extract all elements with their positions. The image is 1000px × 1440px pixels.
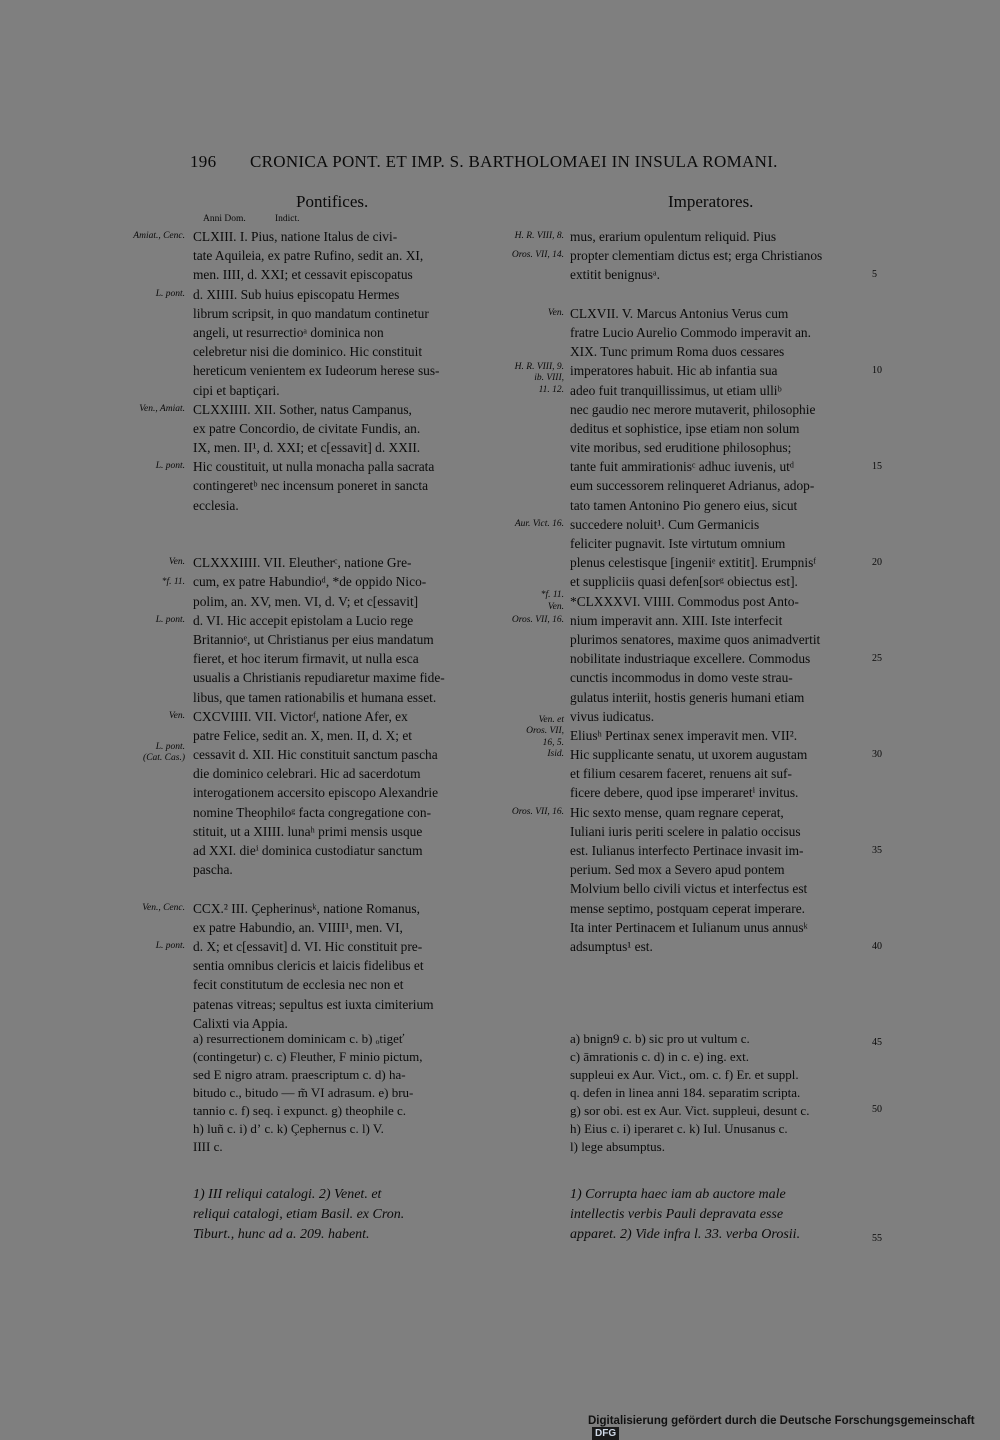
text-line: CCX.² III. Çepherinusᵏ, natione Romanus, <box>193 900 420 916</box>
text-line: Eliusʰ Pertinax senex imperavit men. VII². <box>570 727 798 743</box>
text-line: d. X; et c[essavit] d. VI. Hic constituit pre- <box>193 938 423 954</box>
text-line: mense septimo, postquam ceperat imperare. <box>570 900 805 916</box>
running-title: CRONICA PONT. ET IMP. S. BARTHOLOMAEI IN INSULA ROMANI. <box>250 152 778 171</box>
text-line: Hic supplicante senatu, ut uxorem augustam <box>570 747 808 763</box>
margin-source-note: Oros. VII, 16. <box>511 807 564 817</box>
text-line: nec gaudio nec merore mutaverit, philosophie <box>570 401 816 417</box>
text-line: interogationem accersito episcopo Alexandrie <box>193 785 439 801</box>
text-line: mus, erarium opulentum reliquid. Pius <box>570 229 777 244</box>
text-line <box>570 285 865 304</box>
text-line: plurimos senatores, maxime quos animadvertit <box>570 631 821 647</box>
text-line: XIX. Tunc primum Roma duos cessares <box>570 344 785 360</box>
note-line: suppleui ex Aur. Vict., om. c. f) Er. et suppl. <box>570 1067 799 1082</box>
text-line: extitit benignusᵃ. <box>570 267 660 283</box>
text-line: Hic sexto mense, quam regnare ceperat, <box>570 804 784 820</box>
dfg-logo: DFG <box>592 1427 619 1440</box>
text-line: tate Aquileia, ex patre Rufino, sedit an. XI, <box>193 248 424 264</box>
text-line: adeo fuit tranquillissimus, ut etiam ulliᵇ <box>570 382 782 398</box>
text-line: IX, men. II¹, d. XXI; et c[essavit] d. XXII. <box>193 440 421 456</box>
note-line: intellectis verbis Pauli depravata esse <box>570 1207 784 1222</box>
text-line: plenus celestisque [ingeniiᵉ extitit]. Erumpnisᶠ <box>570 555 817 571</box>
note-line: tannio c. f) seq. ỉ expunct. g) theophile c. <box>193 1103 406 1118</box>
margin-source-note: 16, 5. <box>542 737 564 748</box>
text-line: celebretur nisi die dominico. Hic constituit <box>193 344 423 360</box>
note-line: IIII c. <box>193 1139 223 1154</box>
variant-notes-right <box>570 1030 870 1156</box>
line-number: 35 <box>872 845 882 857</box>
margin-source-note: Ven., Cenc. <box>142 903 185 913</box>
text-line: feliciter pugnavit. Iste virtutum omnium <box>570 536 786 551</box>
text-line: Calixti via Appia. <box>193 1015 288 1031</box>
margin-source-note: Ven., Amiat. <box>139 403 185 414</box>
margin-source-note: Aur. Vict. 16. <box>514 519 564 529</box>
note-line: h) luñ c. i) dʼ c. k) Çephernus c. l) V. <box>193 1121 384 1136</box>
line-number: 45 <box>872 1037 882 1049</box>
text-line: et filium cesarem faceret, renuens ait suf- <box>570 766 792 782</box>
margin-source-note: L. pont. <box>155 941 185 952</box>
margin-source-note: Ven. <box>547 307 564 318</box>
text-line: die dominico celebrari. Hic ad sacerdotum <box>193 766 421 782</box>
text-line: patenas vitreas; sepultus est iuxta cimiterium <box>193 996 434 1012</box>
margin-source-note: Ven. <box>168 711 185 721</box>
footnotes-right <box>570 1185 870 1245</box>
text-line: est. Iulianus interfecto Pertinace invasit im- <box>570 843 804 858</box>
text-line: d. VI. Hic accepit epistolam a Lucio rege <box>193 612 414 628</box>
imperatores-column <box>570 227 865 956</box>
margin-source-note: *f. 11. <box>540 590 564 601</box>
note-line: h) Eius c. i) iperaret c. k) Iul. Unusanus c. <box>570 1121 788 1136</box>
text-line: polim, an. XV, men. VI, d. V; et c[essavit] <box>193 593 419 609</box>
text-line: imperatores habuit. Hic ab infantia sua <box>570 363 778 379</box>
text-line: CXCVIIII. VII. Victorᶠ, natione Afer, ex <box>193 708 408 724</box>
text-line: ficere debere, quod ipse imperaretⁱ invitus. <box>570 785 799 801</box>
text-line: cipi et baptiçari. <box>193 382 280 398</box>
text-line: propter clementiam dictus est; erga Christianos <box>570 248 823 264</box>
text-line: cessavit d. XII. Hic constituit sanctum pascha <box>193 747 438 763</box>
note-line: 1) III reliqui catalogi. 2) Venet. et <box>193 1187 382 1202</box>
text-line: Hic coustituit, ut nulla monacha palla sacrata <box>193 459 435 475</box>
text-line: tato tamen Antonino Pio genero eius, sicut <box>570 497 798 513</box>
text-line: Britannioᵉ, ut Christianus per eius mandatum <box>193 631 434 647</box>
margin-source-note: L. pont. <box>155 615 185 625</box>
anni-domini-label: Anni Dom. <box>203 214 246 224</box>
text-line: fratre Lucio Aurelio Commodo imperavit an. <box>570 324 811 340</box>
note-line: sed E nigro atram. praescriptum c. d) ha- <box>193 1067 406 1082</box>
text-line: et suppliciis quasi defen[sorᵍ obiectus est]. <box>570 574 798 590</box>
text-line: hereticum venientem ex Iudeorum herese sus- <box>193 363 440 379</box>
text-line: ecclesia. <box>193 497 239 513</box>
line-number: 15 <box>872 461 882 473</box>
text-line: ex patre Habundio, an. VIIII¹, men. VI, <box>193 919 403 935</box>
text-line: adsumptus¹ est. <box>570 938 653 954</box>
text-line: Molvium bello civili victus et interfectus est <box>570 881 808 897</box>
text-line: CLXVII. V. Marcus Antonius Verus cum <box>570 305 789 321</box>
text-line: men. IIII, d. XXI; et cessavit episcopatus <box>193 267 413 283</box>
note-line: g) sor obi. est ex Aur. Vict. suppleui, desunt c. <box>570 1103 810 1118</box>
text-line: libus, que tamen rationabilis et humana esset. <box>193 689 437 705</box>
text-line: *CLXXXVI. VIIII. Commodus post Anto- <box>570 593 799 609</box>
text-line: vivus iudicatus. <box>570 708 655 724</box>
text-line: nobilitate industriaque excellere. Commodus <box>570 651 811 667</box>
margin-source-note: Oros. VII, <box>526 726 564 737</box>
text-line: eum successorem relinqueret Adrianus, adop- <box>570 478 815 494</box>
text-line <box>193 515 488 534</box>
page-number: 196 <box>190 152 217 171</box>
note-line: 1) Corrupta haec iam ab auctore male <box>570 1187 786 1202</box>
text-line: nomine Theophiloᵍ facta congregatione con- <box>193 804 432 820</box>
text-line <box>193 534 488 553</box>
indictio-label: Indict. <box>275 214 300 224</box>
margin-source-note: ib. VIII, <box>534 373 564 384</box>
margin-source-note: Oros. VII, 14. <box>511 250 564 261</box>
text-line: CLXXXIIII. VII. Eleutherᶜ, natione Gre- <box>193 555 412 571</box>
text-line: Ita inter Pertinacem et Iulianum unus annusᵏ <box>570 919 808 935</box>
text-line <box>193 879 488 898</box>
margin-source-note: Isid. <box>547 749 564 760</box>
margin-source-note: H. R. VIII, 8. <box>514 231 564 241</box>
text-line: gulatus interiit, hostis generis humani etiam <box>570 689 805 705</box>
line-number: 50 <box>872 1104 882 1115</box>
margin-source-note: *f. 11. <box>161 576 185 587</box>
note-line: bitudo c., bitudo — m̃ VI adrasum. e) bru- <box>193 1085 414 1100</box>
note-line: a) bnign9 c. b) sic pro ut vultum c. <box>570 1031 750 1046</box>
note-line: q. defen in linea anni 184. separatim scripta. <box>570 1085 801 1100</box>
footer-credit <box>588 1415 1000 1439</box>
footer-text: Digitalisierung gefördert durch die Deutsche Forschungsgemeinschaft <box>588 1415 975 1427</box>
line-number: 30 <box>872 749 882 761</box>
footnote-line-number: 55 <box>872 1233 882 1244</box>
variant-notes-left <box>193 1030 493 1156</box>
text-line: pascha. <box>193 862 233 878</box>
line-number: 5 <box>872 269 877 281</box>
text-line: d. XIIII. Sub huius episcopatu Hermes <box>193 286 400 302</box>
text-line: fieret, et hoc iterum firmavit, ut nulla esca <box>193 651 419 667</box>
text-line: nium imperavit ann. XIII. Iste interfecit <box>570 612 783 628</box>
margin-source-note: 11. 12. <box>538 384 564 395</box>
text-line: contingeretᵇ nec incensum poneret in sancta <box>193 478 429 494</box>
text-line: succedere noluit¹. Cum Germanicis <box>570 516 760 532</box>
text-line: cunctis incommodus in domo veste strau- <box>570 670 793 686</box>
left-column-heading: Pontifices. <box>296 192 369 211</box>
text-line: stituit, ut a XIIII. lunaʰ primi mensis usque <box>193 823 423 839</box>
text-line: fecit constitutum de ecclesia nec non et <box>193 977 404 993</box>
text-line: perium. Sed mox a Severo apud pontem <box>570 862 785 878</box>
margin-source-note: L. pont. <box>155 288 185 299</box>
text-line: CLXIII. I. Pius, natione Italus de civi- <box>193 229 398 244</box>
text-line: CLXXIIII. XII. Sother, natus Campanus, <box>193 401 412 417</box>
margin-source-note: Amiat., Cenc. <box>133 231 185 241</box>
margin-source-note: (Cat. Cas.) <box>143 753 185 764</box>
text-line: patre Felice, sedit an. X, men. II, d. X; et <box>193 727 413 743</box>
margin-source-note: H. R. VIII, 9. <box>514 361 564 372</box>
note-line: Tiburt., hunc ad a. 209. habent. <box>193 1227 370 1242</box>
text-line: vite moribus, sed eruditione philosophus; <box>570 440 792 456</box>
text-line: angeli, ut resurrectioᵃ dominica non <box>193 324 384 340</box>
line-number: 20 <box>872 557 882 569</box>
note-line: (contingetur) c. c) Fleuther, F minio pictum, <box>193 1049 423 1064</box>
line-number: 25 <box>872 653 882 665</box>
line-number: 10 <box>872 365 882 377</box>
note-line: reliqui catalogi, etiam Basil. ex Cron. <box>193 1207 405 1222</box>
footnotes-left <box>193 1185 493 1245</box>
right-column-heading: Imperatores. <box>668 192 754 211</box>
line-number: 40 <box>872 941 882 953</box>
text-line: usualis a Christianis repudiaretur maxime fide- <box>193 670 445 686</box>
note-line: l) lege absumptus. <box>570 1139 665 1154</box>
text-line: cum, ex patre Habundioᵈ, *de oppido Nico- <box>193 574 427 590</box>
margin-source-note: Ven. <box>547 601 564 612</box>
text-line: Iuliani iuris periti scelere in palatio occisus <box>570 823 801 839</box>
margin-source-note: L. pont. <box>155 741 185 752</box>
text-line: deditus et sophistice, ipse etiam non solum <box>570 420 800 436</box>
text-line: ad XXI. dieⁱ dominica custodiatur sanctum <box>193 843 423 858</box>
margin-source-note: L. pont. <box>155 461 185 472</box>
pontifices-column <box>193 227 488 1033</box>
margin-source-note: Ven. <box>168 557 185 568</box>
note-line: c) āmrationis c. d) in c. e) ing. ext. <box>570 1049 750 1064</box>
note-line: apparet. 2) Vide infra l. 33. verba Orosii. <box>570 1227 801 1242</box>
margin-source-note: Ven. et <box>538 714 564 725</box>
text-line: sentia omnibus clericis et laicis fidelibus et <box>193 958 424 974</box>
note-line: a) resurrectionem dominicam c. b) ₒtigeť <box>193 1031 405 1046</box>
margin-source-note: Oros. VII, 16. <box>511 615 564 625</box>
text-line: librum scripsit, in quo mandatum continetur <box>193 305 429 321</box>
text-line: tante fuit ammirationisᶜ adhuc iuvenis, utᵈ <box>570 459 795 475</box>
text-line: ex patre Concordio, de civitate Fundis, an. <box>193 420 421 436</box>
